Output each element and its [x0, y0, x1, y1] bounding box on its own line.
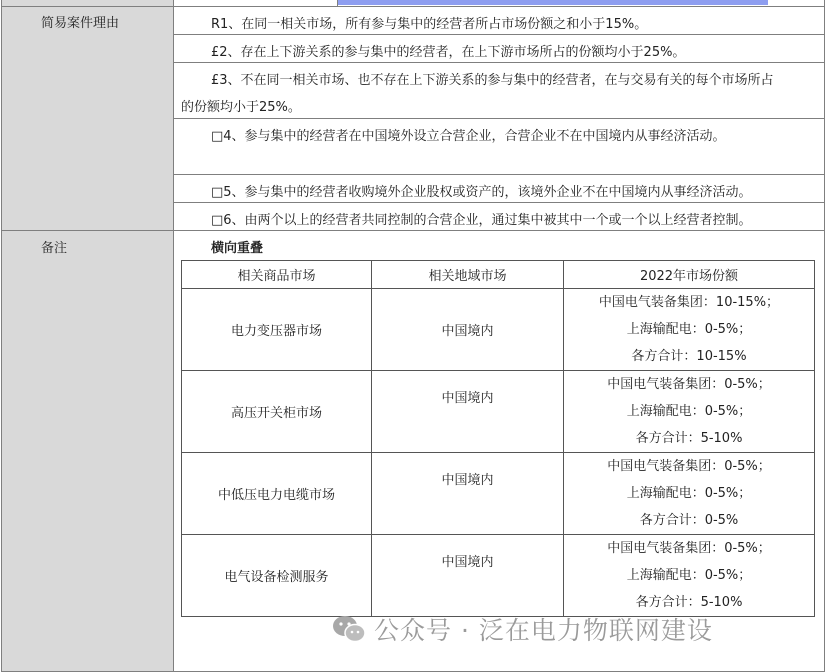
share-line: 各方合计：5-10% [635, 595, 743, 610]
item-divider [173, 174, 825, 175]
share-line: 上海输配电：0-5%； [626, 486, 752, 501]
table-row [182, 371, 815, 453]
share-line: 中国电气装备集团：0-5%； [607, 377, 771, 392]
header-market: 相关商品市场 [182, 261, 372, 289]
share-cell [564, 289, 815, 371]
wechat-icon [332, 615, 366, 649]
reason-item-4: □4、参与集中的经营者在中国境外设立合营企业，合营企业不在中国境内从事经济活动。 [211, 129, 726, 144]
item-divider [173, 118, 825, 119]
reason-item-1: R1、在同一相关市场，所有参与集中的经营者所占市场份额之和小于15%。 [211, 17, 648, 32]
right-border [824, 0, 825, 672]
reason-item-3-cont: 的份额均小于25%。 [181, 100, 301, 115]
share-cell [564, 535, 815, 617]
header-share: 2022年市场份额 [564, 261, 815, 289]
share-line: 各方合计：5-10% [635, 431, 743, 446]
watermark-text: 公众号 · 泛在电力物联网建设 [374, 616, 713, 645]
item-divider [173, 34, 825, 35]
row-divider [1, 6, 825, 7]
share-line: 上海输配电：0-5%； [626, 322, 752, 337]
share-cell [564, 453, 815, 535]
reason-item-5: □5、参与集中的经营者收购境外企业股权或资产的，该境外企业不在中国境内从事经济活动。 [211, 185, 752, 200]
share-cell [564, 371, 815, 453]
share-line: 中国电气装备集团：0-5%； [607, 541, 771, 556]
table-row [182, 289, 815, 371]
watermark [332, 611, 713, 649]
share-line: 上海输配电：0-5%； [626, 568, 752, 583]
share-line: 各方合计：10-15% [631, 349, 747, 364]
region-cell: 中国境内 [372, 289, 564, 371]
region-cell: 中国境内 [372, 371, 564, 453]
region-cell: 中国境内 [372, 453, 564, 535]
reason-item-6: □6、由两个以上的经营者共同控制的合营企业，通过集中被其中一个或一个以上经营者控制。 [211, 213, 752, 228]
market-cell: 中低压电力电缆市场 [182, 453, 372, 535]
section-title: 横向重叠 [211, 241, 264, 256]
label-cell-reason [1, 6, 174, 230]
table-row [182, 535, 815, 617]
label-cell-remarks [1, 231, 174, 672]
reason-item-3: £3、不在同一相关市场、也不存在上下游关系的参与集中的经营者，在与交易有关的每个市场所占 [211, 73, 774, 88]
share-line: 中国电气装备集团：10-15%； [598, 295, 780, 310]
item-divider [173, 202, 825, 203]
share-line: 各方合计：0-5% [639, 513, 739, 528]
reason-label: 简易案件理由 [41, 16, 120, 31]
header-region: 相关地域市场 [372, 261, 564, 289]
table-header-row [182, 261, 815, 289]
market-cell: 高压开关柜市场 [182, 371, 372, 453]
accent-bar [338, 0, 768, 5]
region-cell: 中国境内 [372, 535, 564, 617]
share-line: 中国电气装备集团：0-5%； [607, 459, 771, 474]
market-cell: 电气设备检测服务 [182, 535, 372, 617]
share-line: 上海输配电：0-5%； [626, 404, 752, 419]
overlap-table [181, 260, 815, 617]
market-cell: 电力变压器市场 [182, 289, 372, 371]
reason-item-2: £2、存在上下游关系的参与集中的经营者，在上下游市场所占的份额均小于25%。 [211, 45, 686, 60]
remarks-label: 备注 [41, 241, 68, 256]
table-row [182, 453, 815, 535]
row-divider [1, 230, 825, 231]
item-divider [173, 62, 825, 63]
